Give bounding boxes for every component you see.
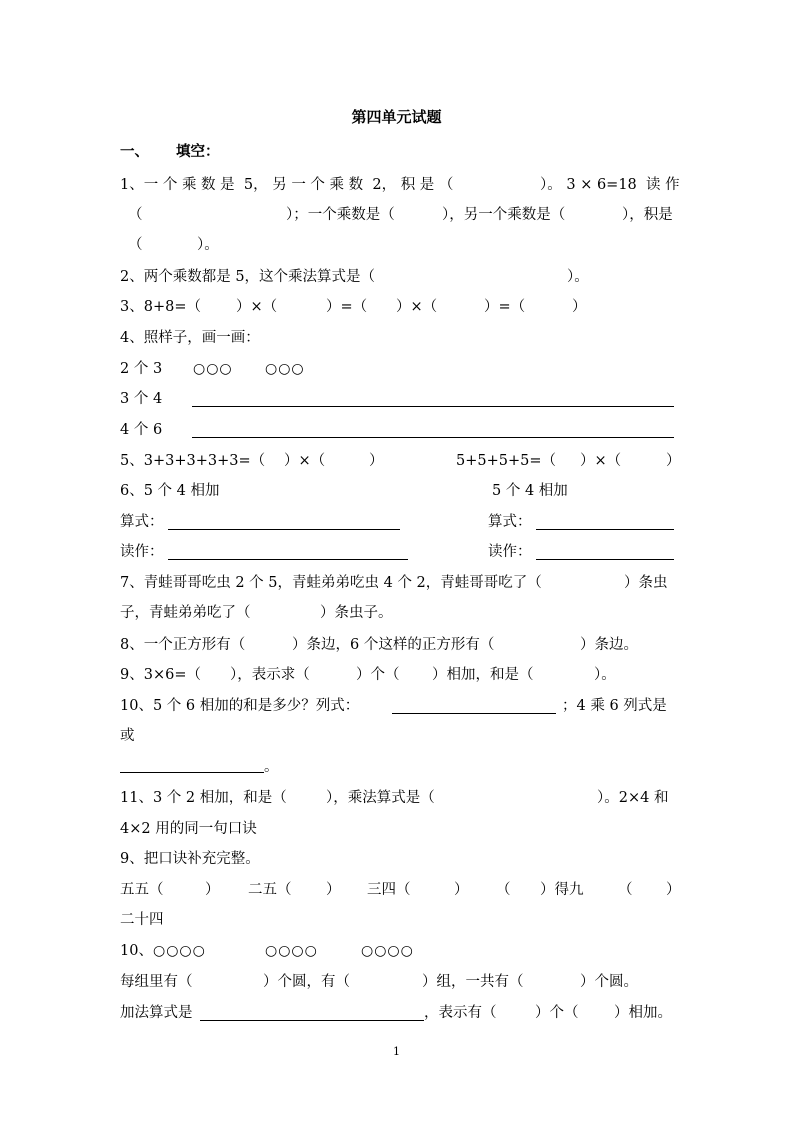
q9b-g: （	[496, 882, 511, 898]
q6-left-suanshi: 算式：	[120, 514, 164, 530]
q3-text-b: ）×（	[236, 299, 278, 315]
q4-title: 4、照样子，画一画：	[120, 330, 260, 346]
q1-line2-b: ）；一个乘数是（	[286, 207, 395, 223]
q6-right-suanshi-line[interactable]	[536, 529, 674, 530]
q1-line2-d: ），积是	[622, 207, 673, 223]
q11-text-d: 4×2 用的同一句口诀	[120, 821, 257, 837]
q10b-circles-group-3: ○○○○	[361, 943, 414, 959]
q3-text-e: ）=（	[484, 299, 526, 315]
q6-right-suanshi: 算式：	[488, 514, 532, 530]
q9b-c: 二五（	[248, 882, 292, 898]
q11-text-c: ）。2×4 和	[597, 790, 669, 806]
q10-text-d: 。	[264, 759, 279, 775]
q6-right-label: 5 个 4 相加	[492, 483, 568, 499]
q9b-j: ）	[666, 882, 681, 898]
q9b-b: ）	[205, 882, 220, 898]
q6-left-duzuo: 读作：	[120, 544, 164, 560]
q3-text-a: 3、8+8=（	[120, 299, 201, 315]
q10-answer-line-1[interactable]	[392, 713, 556, 714]
q10-text-a: 10、5 个 6 相加的和是多少？列式：	[120, 698, 360, 714]
q10b-line2-b: ）个圆，有（	[263, 974, 350, 990]
q9b-f: ）	[454, 882, 469, 898]
q10-text-c: 或	[120, 728, 135, 744]
q1-line1-b: ）。 3 × 6=18 读 作	[540, 177, 680, 193]
q6-right-duzuo: 读作：	[488, 544, 532, 560]
q2-text-b: ）。	[567, 269, 589, 285]
q11-text-a: 11、3 个 2 相加，和是（	[120, 790, 287, 806]
q9b-d: ）	[326, 882, 341, 898]
q9b-title: 9、把口诀补充完整。	[120, 851, 260, 867]
q4-row2-label: 3 个 4	[120, 391, 163, 407]
q9b-h: ）得九	[540, 882, 584, 898]
q1-line2-c: ），另一个乘数是（	[442, 207, 566, 223]
q11-text-b: ），乘法算式是（	[326, 790, 435, 806]
q4-circles-group-b: ○○○	[265, 361, 305, 377]
q10b-line2-a: 每组里有（	[120, 974, 193, 990]
q7-line2-a: 子，青蛙弟弟吃了（	[120, 605, 251, 621]
q1-line3-a: （	[128, 237, 143, 253]
q9-text-a: 9、3×6=（	[120, 667, 201, 683]
q1-line2-a: （	[128, 207, 143, 223]
q8-text-b: ）条边，6 个这样的正方形有（	[292, 637, 495, 653]
q10-text-b: ；4 乘 6 列式是	[562, 698, 667, 714]
q10b-circles-group-1: ○○○○	[153, 943, 206, 959]
q9b-a: 五五（	[120, 882, 164, 898]
q1-line1-a: 1、一 个 乘 数 是 5， 另 一 个 乘 数 2， 积 是 （	[120, 177, 454, 193]
q3-text-c: ）=（	[326, 299, 368, 315]
q6-left-suanshi-line[interactable]	[168, 529, 400, 530]
q4-circles-group-a: ○○○	[193, 361, 233, 377]
section-label: 填空：	[176, 143, 220, 160]
q6-left-label: 6、5 个 4 相加	[120, 483, 220, 499]
q4-row3-label: 4 个 6	[120, 422, 163, 438]
q9b-k: 二十四	[120, 912, 164, 928]
q7-line2-b: ）条虫子。	[320, 605, 393, 621]
q5-text-c: ）	[369, 453, 384, 469]
q2-text-a: 2、两个乘数都是 5，这个乘法算式是（	[120, 269, 376, 285]
q9-text-c: ）个（	[356, 667, 400, 683]
q4-row1-label: 2 个 3	[120, 361, 163, 377]
q10b-line2-d: ）个圆。	[580, 974, 638, 990]
q10b-answer-line[interactable]	[200, 1020, 424, 1021]
q9b-e: 三四（	[367, 882, 411, 898]
q1-line3-b: ）。	[197, 237, 219, 253]
q5-text-e: ）×（	[580, 453, 622, 469]
q8-text-a: 8、一个正方形有（	[120, 637, 246, 653]
q10b-line3-a: 加法算式是	[120, 1005, 193, 1021]
q5-text-b: ）×（	[284, 453, 326, 469]
q9-text-b: ），表示求（	[230, 667, 310, 683]
q10b-circles-group-2: ○○○○	[265, 943, 318, 959]
q10b-label: 10、	[120, 943, 153, 959]
q8-text-c: ）条边。	[580, 637, 638, 653]
q6-left-duzuo-line[interactable]	[168, 559, 408, 560]
q9-text-e: ）。	[594, 667, 616, 683]
q5-text-a: 5、3+3+3+3+3=（	[120, 453, 266, 469]
q3-text-d: ）×（	[396, 299, 438, 315]
q7-line1-a: 7、青蛙哥哥吃虫 2 个 5，青蛙弟弟吃虫 4 个 2，青蛙哥哥吃了（	[120, 575, 542, 591]
q6-right-duzuo-line[interactable]	[536, 559, 674, 560]
q10b-line3-d: ）相加。	[614, 1005, 672, 1021]
page-number: 1	[393, 1045, 400, 1058]
q9-text-d: ）相加，和是（	[432, 667, 534, 683]
q10b-line2-c: ）组，一共有（	[422, 974, 524, 990]
q10b-line3-b: ，表示有（	[424, 1005, 497, 1021]
q5-text-d: 5+5+5+5=（	[456, 453, 556, 469]
q5-text-f: ）	[666, 453, 681, 469]
q10-answer-line-2[interactable]	[120, 772, 264, 773]
q7-line1-b: ）条虫	[624, 575, 668, 591]
q9b-i: （	[618, 882, 633, 898]
page-title: 第四单元试题	[351, 108, 442, 126]
q4-row2-answer-line[interactable]	[192, 406, 674, 407]
q4-row3-answer-line[interactable]	[192, 437, 674, 438]
q10b-line3-c: ）个（	[535, 1005, 579, 1021]
section-number: 一、	[120, 143, 149, 160]
q3-text-f: ）	[572, 299, 587, 315]
